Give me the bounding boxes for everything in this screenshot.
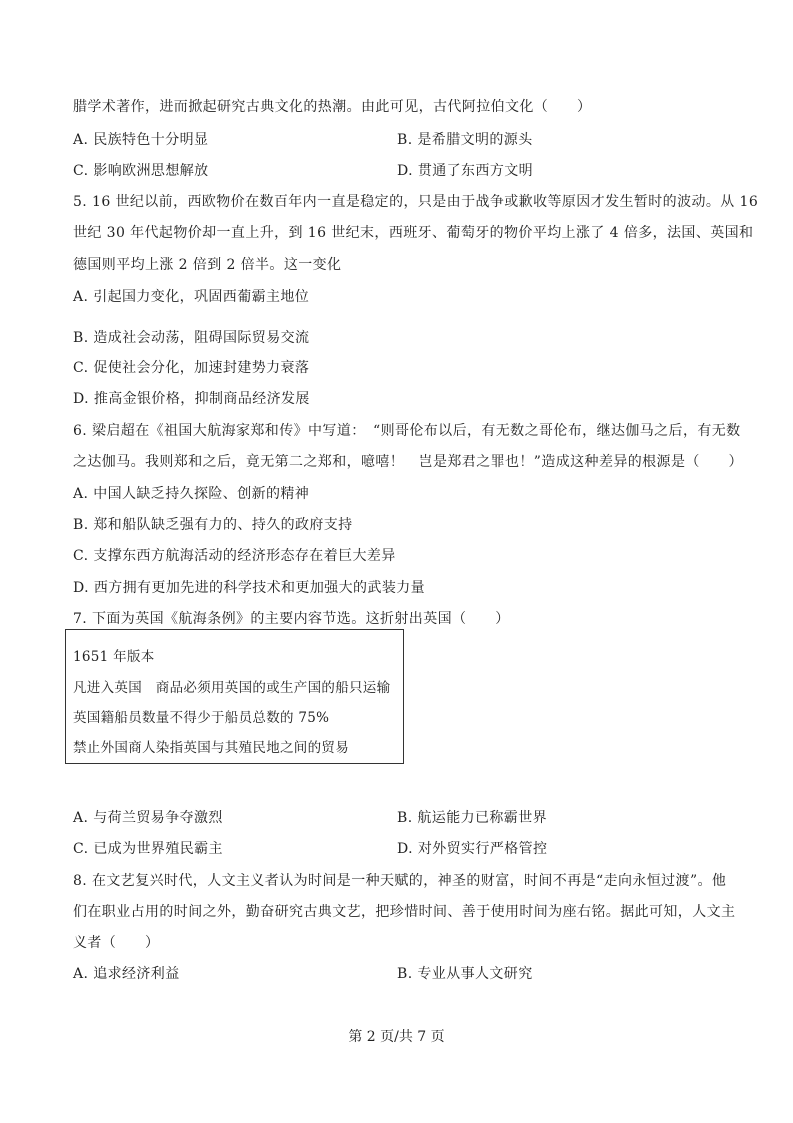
- q7-option-c: C. 已成为世界殖民霸主: [73, 841, 223, 857]
- q8-stem-line-2: 们在职业占用的时间之外，勤奋研究古典文艺，把珍惜时间、善于使用时间为座右铭。据此可知，人文主: [73, 904, 736, 920]
- q6-stem-line-1: 6. 梁启超在《祖国大航海家郑和传》中写道： “则哥伦布以后，有无数之哥伦布，继达伽马之后，有无数: [73, 423, 741, 439]
- q7-option-a: A. 与荷兰贸易争夺激烈: [73, 810, 223, 826]
- q6-option-d: D. 西方拥有更加先进的科学技术和更加强大的武装力量: [73, 580, 426, 596]
- q6-option-a: A. 中国人缺乏持久探险、创新的精神: [73, 486, 310, 502]
- q8-option-b: B. 专业从事人文研究: [397, 966, 533, 982]
- q5-option-d: D. 推高金银价格，抑制商品经济发展: [73, 391, 310, 407]
- q4-option-b: B. 是希腊文明的源头: [397, 132, 533, 148]
- q7-box-line-4: 禁止外国商人染指英国与其殖民地之间的贸易: [73, 740, 349, 756]
- q4-option-a: A. 民族特色十分明显: [73, 132, 209, 148]
- q7-box-line-1: 1651 年版本: [73, 649, 155, 665]
- q4-stem: 腊学术著作，进而掀起研究古典文化的热潮。由此可见，古代阿拉伯文化（ ）: [73, 99, 592, 115]
- q8-option-a: A. 追求经济利益: [73, 966, 180, 982]
- q8-stem-line-1: 8. 在文艺复兴时代，人文主义者认为时间是一种天赋的，神圣的财富，时间不再是“走向永恒过渡”。他: [73, 873, 727, 889]
- q5-stem-line-3: 德国则平均上涨 2 倍到 2 倍半。这一变化: [73, 257, 342, 273]
- q7-option-b: B. 航运能力已称霸世界: [397, 810, 547, 826]
- q7-stem: 7. 下面为英国《航海条例》的主要内容节选。这折射出英国（ ）: [73, 611, 510, 627]
- q5-option-b: B. 造成社会动荡，阻碍国际贸易交流: [73, 330, 310, 346]
- q5-option-a: A. 引起国力变化，巩固西葡霸主地位: [73, 289, 310, 305]
- q5-stem-line-1: 5. 16 世纪以前，西欧物价在数百年内一直是稳定的，只是由于战争或歉收等原因才发生暂时的波动。从 16: [73, 194, 759, 210]
- q7-box-line-3: 英国籍船员数量不得少于船员总数的 75%: [73, 710, 330, 726]
- q6-stem-line-2: 之达伽马。我则郑和之后，竟无第二之郑和，噫嘻！ 岂是郑君之罪也！”造成这种差异的根源是（ ）: [73, 454, 743, 470]
- page-number: 第 2 页/共 7 页: [348, 1029, 445, 1045]
- q4-option-d: D. 贯通了东西方文明: [397, 163, 534, 179]
- q5-stem-line-2: 世纪 30 年代起物价却一直上升，到 16 世纪末，西班牙、葡萄牙的物价平均上涨了 4 倍多，法国、英国和: [73, 225, 754, 241]
- q6-option-b: B. 郑和船队缺乏强有力的、持久的政府支持: [73, 517, 353, 533]
- q7-source-box: [65, 629, 404, 764]
- q8-stem-line-3: 义者（ ）: [73, 935, 160, 951]
- q7-box-line-2: 凡进入英国 商品必须用英国的或生产国的船只运输: [73, 680, 391, 696]
- q7-option-d: D. 对外贸实行严格管控: [397, 841, 548, 857]
- q4-option-c: C. 影响欧洲思想解放: [73, 163, 209, 179]
- q6-option-c: C. 支撑东西方航海活动的经济形态存在着巨大差异: [73, 548, 396, 564]
- q5-option-c: C. 促使社会分化，加速封建势力衰落: [73, 360, 310, 376]
